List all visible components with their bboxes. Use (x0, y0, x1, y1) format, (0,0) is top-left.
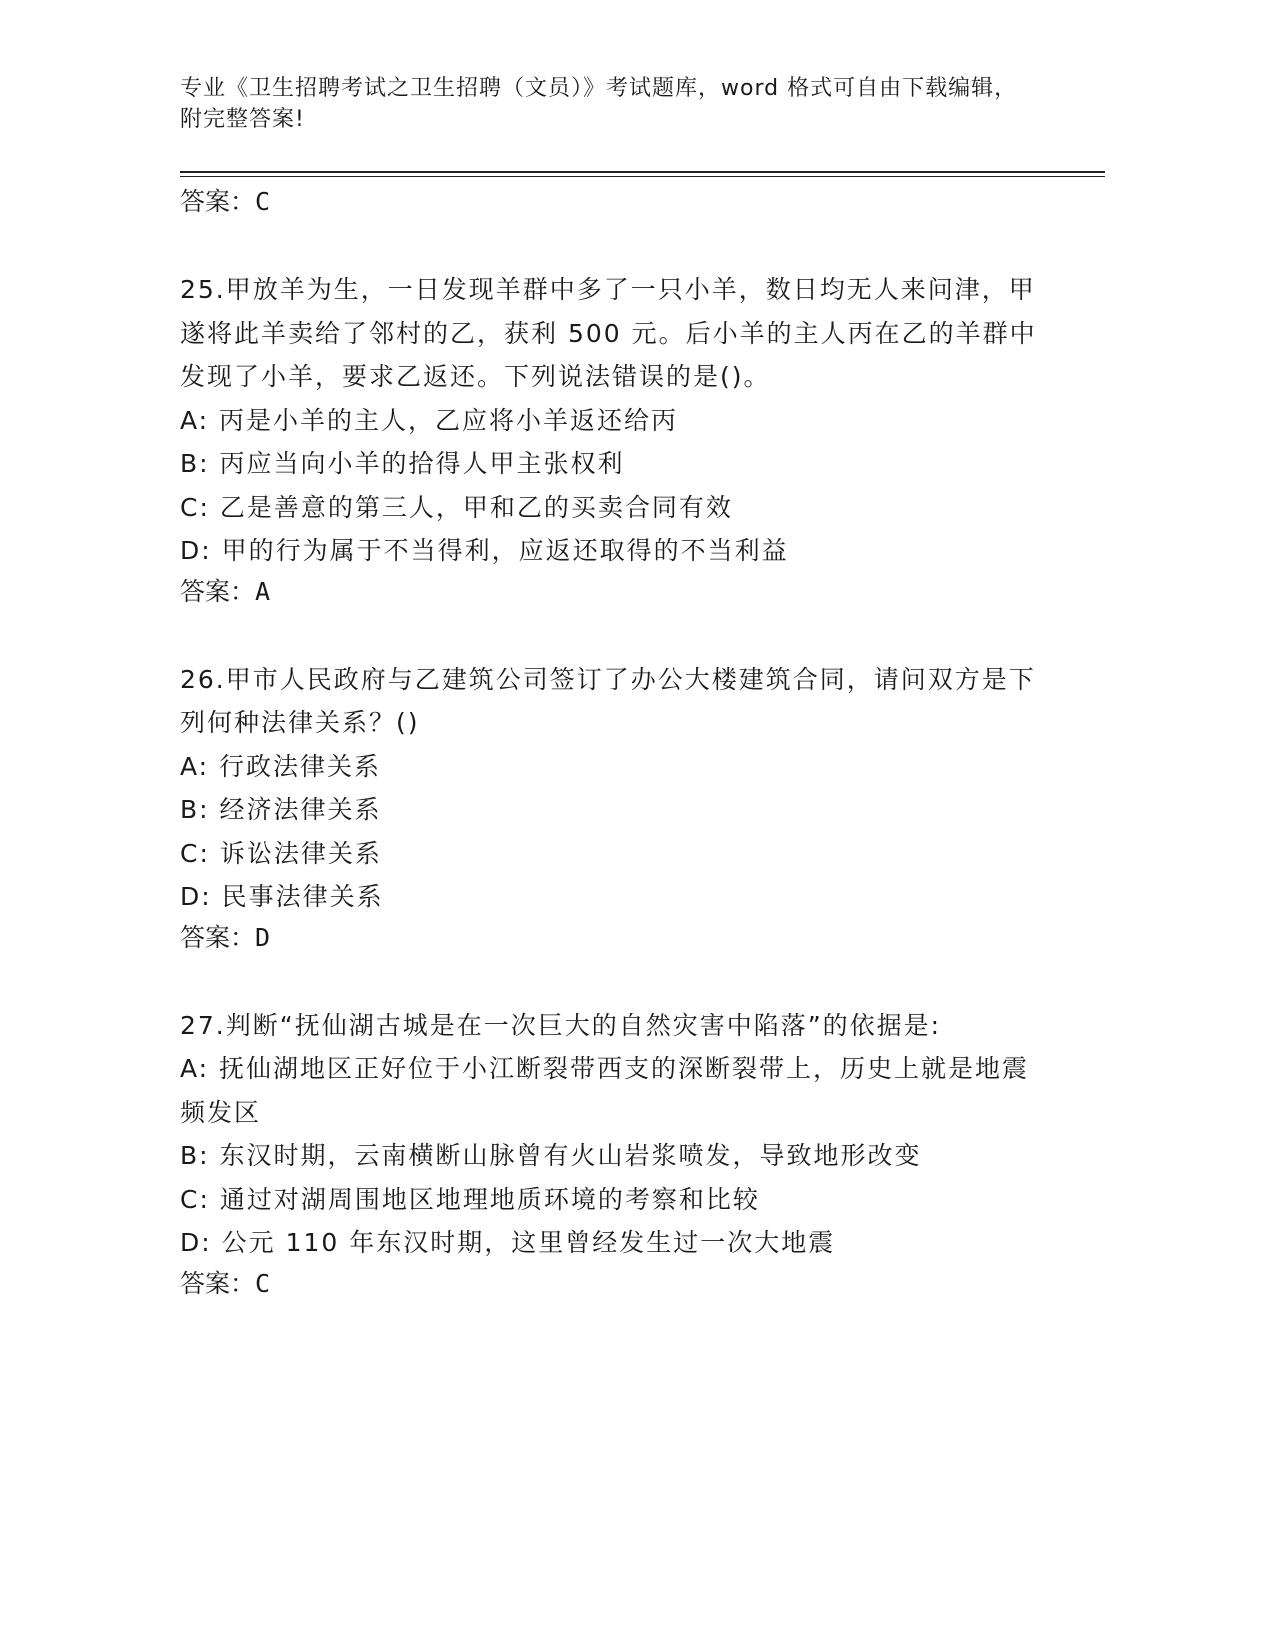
question-option: B: 经济法律关系 (180, 795, 382, 824)
answer-label: 答案： (180, 1268, 256, 1298)
question-stem: 27.判断“抚仙湖古城是在一次巨大的自然灾害中陷落”的依据是: (180, 1010, 942, 1040)
question-block (180, 268, 1040, 610)
answer-line (180, 183, 1040, 220)
document-body (180, 183, 1040, 1302)
question-block (180, 1004, 1040, 1302)
header-title: 专业《卫生招聘考试之卫生招聘（文员）》考试题库，word 格式可自由下载编辑，附完整答案! (180, 76, 1018, 132)
question-option: A: 行政法律关系 (180, 751, 382, 781)
question-option: B: 丙应当向小羊的拾得人甲主张权利 (180, 449, 625, 478)
question-option: D: 甲的行为属于不当得利，应返还取得的不当利益 (180, 536, 789, 565)
answer-line (180, 1265, 1040, 1302)
answer-value: C (255, 1268, 271, 1298)
header-divider-thin (180, 176, 1105, 177)
question-option: B: 东汉时期，云南横断山脉曾有火山岩浆喷发，导致地形改变 (180, 1141, 922, 1170)
question-block (180, 658, 1040, 956)
answer-value: C (255, 187, 271, 216)
question-option: A: 丙是小羊的主人，乙应将小羊返还给丙 (180, 405, 679, 435)
answer-label: 答案： (180, 187, 256, 216)
question-option: D: 公元 110 年东汉时期，这里曾经发生过一次大地震 (180, 1228, 836, 1257)
question-option: C: 诉讼法律关系 (180, 838, 382, 868)
question-option: C: 通过对湖周围地区地理地质环境的考察和比较 (180, 1184, 760, 1214)
question-stem: 26.甲市人民政府与乙建筑公司签订了办公大楼建筑合同，请问双方是下列何种法律关系？() (180, 664, 1036, 737)
answer-label: 答案： (180, 922, 256, 952)
answer-value: A (255, 576, 271, 606)
header-divider-thick (180, 171, 1105, 173)
answer-line (180, 919, 1040, 956)
answer-line (180, 573, 1040, 610)
answer-value: D (255, 922, 271, 952)
question-option: D: 民事法律关系 (180, 882, 384, 911)
question-option: C: 乙是善意的第三人，甲和乙的买卖合同有效 (180, 492, 733, 522)
question-option: A: 抚仙湖地区正好位于小江断裂带西支的深断裂带上，历史上就是地震频发区 (180, 1054, 1030, 1127)
document-header (180, 73, 1040, 135)
answer-label: 答案： (180, 576, 256, 606)
question-stem: 25.甲放羊为生，一日发现羊群中多了一只小羊，数日均无人来问津，甲遂将此羊卖给了邻村的乙，获利 500 元。后小羊的主人丙在乙的羊群中发现了小羊，要求乙返还。下列说法错误的是()。 (180, 275, 1037, 391)
